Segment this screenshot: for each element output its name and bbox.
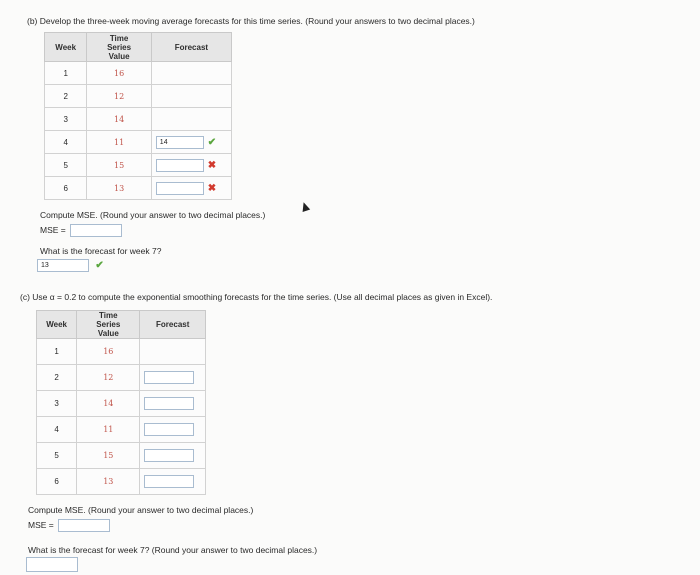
week-cell: 3 <box>45 108 87 131</box>
forecast-cell <box>140 417 206 443</box>
check-icon: ✔ <box>207 136 217 148</box>
week-cell: 4 <box>37 417 77 443</box>
forecast-cell <box>140 443 206 469</box>
check-icon: ✔ <box>95 260 104 271</box>
forecast-cell <box>140 339 206 365</box>
part-b-week7-input[interactable]: 13 <box>37 259 89 272</box>
table-row <box>45 154 232 177</box>
value-cell: 14 <box>87 108 151 131</box>
week-cell: 1 <box>37 339 77 365</box>
forecast-input[interactable] <box>144 397 194 410</box>
part-c-mse-input[interactable] <box>58 519 110 532</box>
week-cell: 6 <box>45 177 87 200</box>
forecast-header: Forecast <box>140 311 206 339</box>
forecast-cell <box>151 85 231 108</box>
value-cell: 13 <box>87 177 151 200</box>
part-b-mse-prompt: Compute MSE. (Round your answer to two decimal places.) <box>40 210 266 220</box>
forecast-cell <box>151 108 231 131</box>
forecast-cell <box>140 391 206 417</box>
forecast-cell <box>151 154 231 177</box>
week-cell: 2 <box>45 85 87 108</box>
forecast-cell <box>140 469 206 495</box>
forecast-input[interactable]: 14 <box>156 136 204 149</box>
table-row <box>37 391 206 417</box>
part-b-mse-input[interactable] <box>70 224 122 237</box>
week-cell: 5 <box>45 154 87 177</box>
part-c-mse-label: MSE = <box>28 519 54 530</box>
part-c-mse-prompt: Compute MSE. (Round your answer to two decimal places.) <box>28 505 254 515</box>
value-cell: 15 <box>77 443 140 469</box>
forecast-cell <box>151 177 231 200</box>
value-cell: 12 <box>87 85 151 108</box>
forecast-input[interactable] <box>144 371 194 384</box>
table-row <box>37 417 206 443</box>
part-c-week7-prompt: What is the forecast for week 7? (Round your answer to two decimal places.) <box>28 545 318 555</box>
table-row <box>45 131 232 154</box>
table-row <box>37 365 206 391</box>
exponential-smoothing-table <box>36 310 206 495</box>
forecast-cell <box>151 131 231 154</box>
forecast-input[interactable] <box>156 182 204 195</box>
week-cell: 3 <box>37 391 77 417</box>
table-row <box>37 443 206 469</box>
table-row <box>37 469 206 495</box>
value-cell: 15 <box>87 154 151 177</box>
part-c-heading: (c) Use α = 0.2 to compute the exponential smoothing forecasts for the time series. (Use all decimal places as given in Excel). <box>20 292 493 302</box>
moving-average-table <box>44 32 232 200</box>
value-cell: 16 <box>77 339 140 365</box>
value-cell: 11 <box>77 417 140 443</box>
table-row <box>45 177 232 200</box>
value-cell: 13 <box>77 469 140 495</box>
week-cell: 2 <box>37 365 77 391</box>
forecast-input[interactable] <box>144 449 194 462</box>
mouse-cursor-icon <box>300 201 310 212</box>
table-row <box>37 339 206 365</box>
forecast-input[interactable] <box>156 159 204 172</box>
table-row <box>45 108 232 131</box>
week-cell: 4 <box>45 131 87 154</box>
forecast-header: Forecast <box>151 33 231 62</box>
cross-icon: ✖ <box>207 182 217 194</box>
table-row <box>45 62 232 85</box>
value-cell: 16 <box>87 62 151 85</box>
forecast-input[interactable] <box>144 475 194 488</box>
value-cell: 11 <box>87 131 151 154</box>
value-cell: 12 <box>77 365 140 391</box>
forecast-cell <box>151 62 231 85</box>
value-cell: 14 <box>77 391 140 417</box>
forecast-cell <box>140 365 206 391</box>
table-row <box>45 85 232 108</box>
part-c-week7-input[interactable] <box>26 557 78 572</box>
value-header: Time Series Value <box>87 33 151 62</box>
week-cell: 6 <box>37 469 77 495</box>
week-header: Week <box>45 33 87 62</box>
week-cell: 5 <box>37 443 77 469</box>
cross-icon: ✖ <box>207 159 217 171</box>
week-cell: 1 <box>45 62 87 85</box>
part-b-week7-prompt: What is the forecast for week 7? <box>40 246 162 256</box>
forecast-input[interactable] <box>144 423 194 436</box>
part-b-mse-label: MSE = <box>40 224 66 235</box>
value-header: Time Series Value <box>77 311 140 339</box>
part-b-heading: (b) Develop the three-week moving average forecasts for this time series. (Round your answers to two decimal places.) <box>27 16 475 26</box>
week-header: Week <box>37 311 77 339</box>
